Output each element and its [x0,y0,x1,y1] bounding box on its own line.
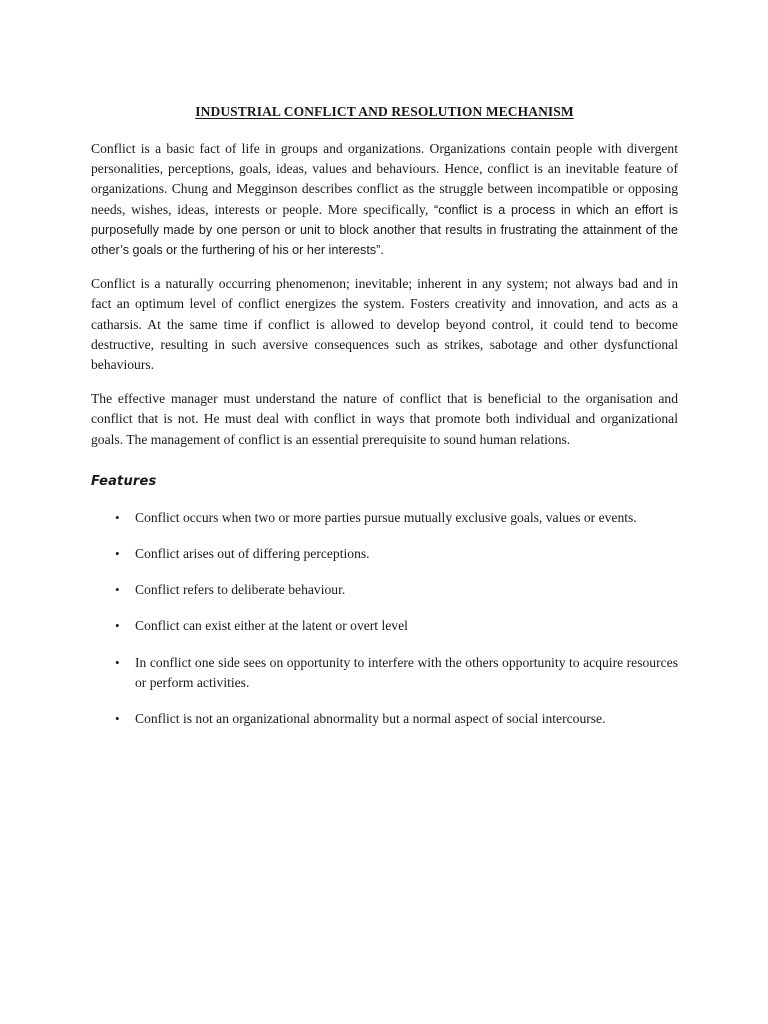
feature-item [91,580,678,600]
feature-item [91,709,678,729]
feature-item [91,508,678,528]
paragraph-intro-text: Conflict is a basic fact of life in groups and organizations. Organizations contain people with divergent personalities, perceptions, goals, ideas, values and behaviours. Hence, conflict is an inevitable feature of organizations. Chung and Megginson describes conflict as the struggle between incompatible or opposing needs, wishes, ideas, interests or people. More specifically, [91,141,678,217]
paragraph-nature-text: Conflict is a naturally occurring phenomenon; inevitable; inherent in any system; not always bad and in fact an optimum level of conflict energizes the system. Fosters creativity and innovation, and acts as a catharsis. At the same time if conflict is allowed to develop beyond control, it could tend to become destructive, resulting in such aversive consequences such as strikes, sabotage and other dysfunctional behaviours. [91,276,678,373]
paragraph-manager-text: The effective manager must understand the nature of conflict that is beneficial to the organisation and conflict that is not. He must deal with conflict in ways that promote both individual and organizational goals. The management of conflict is an essential prerequisite to sound human relations. [91,391,678,447]
bullet-icon: • [115,618,120,634]
feature-text: In conflict one side sees on opportunity to interfere with the others opportunity to acquire resources or perform activities. [135,654,678,690]
bullet-icon: • [115,711,120,727]
feature-text: Conflict refers to deliberate behaviour. [135,582,346,598]
features-list [91,508,678,729]
feature-text: Conflict can exist either at the latent or overt level [135,618,408,634]
feature-text: Conflict occurs when two or more parties pursue mutually exclusive goals, values or events. [135,509,637,525]
feature-item [91,544,678,564]
bullet-icon: • [115,654,120,670]
paragraph-manager [91,389,678,450]
features-heading: Features [91,473,157,489]
feature-text: Conflict arises out of differing perceptions. [135,546,370,562]
bullet-icon: • [115,509,120,525]
feature-item [91,653,678,693]
feature-text: Conflict is not an organizational abnormality but a normal aspect of social intercourse. [135,711,606,727]
paragraph-intro-quote: “conflict is a process in which an effort is purposefully made by one person or unit to block another that results in frustrating the attainment of the other’s goals or the furthering of his or her interests”. [91,202,679,258]
paragraph-nature [91,274,678,375]
bullet-icon: • [115,582,120,598]
feature-item [91,616,678,636]
paragraph-intro [91,139,678,260]
bullet-icon: • [115,546,120,562]
document-page [91,104,678,745]
document-title: INDUSTRIAL CONFLICT AND RESOLUTION MECHANISM [195,104,574,119]
